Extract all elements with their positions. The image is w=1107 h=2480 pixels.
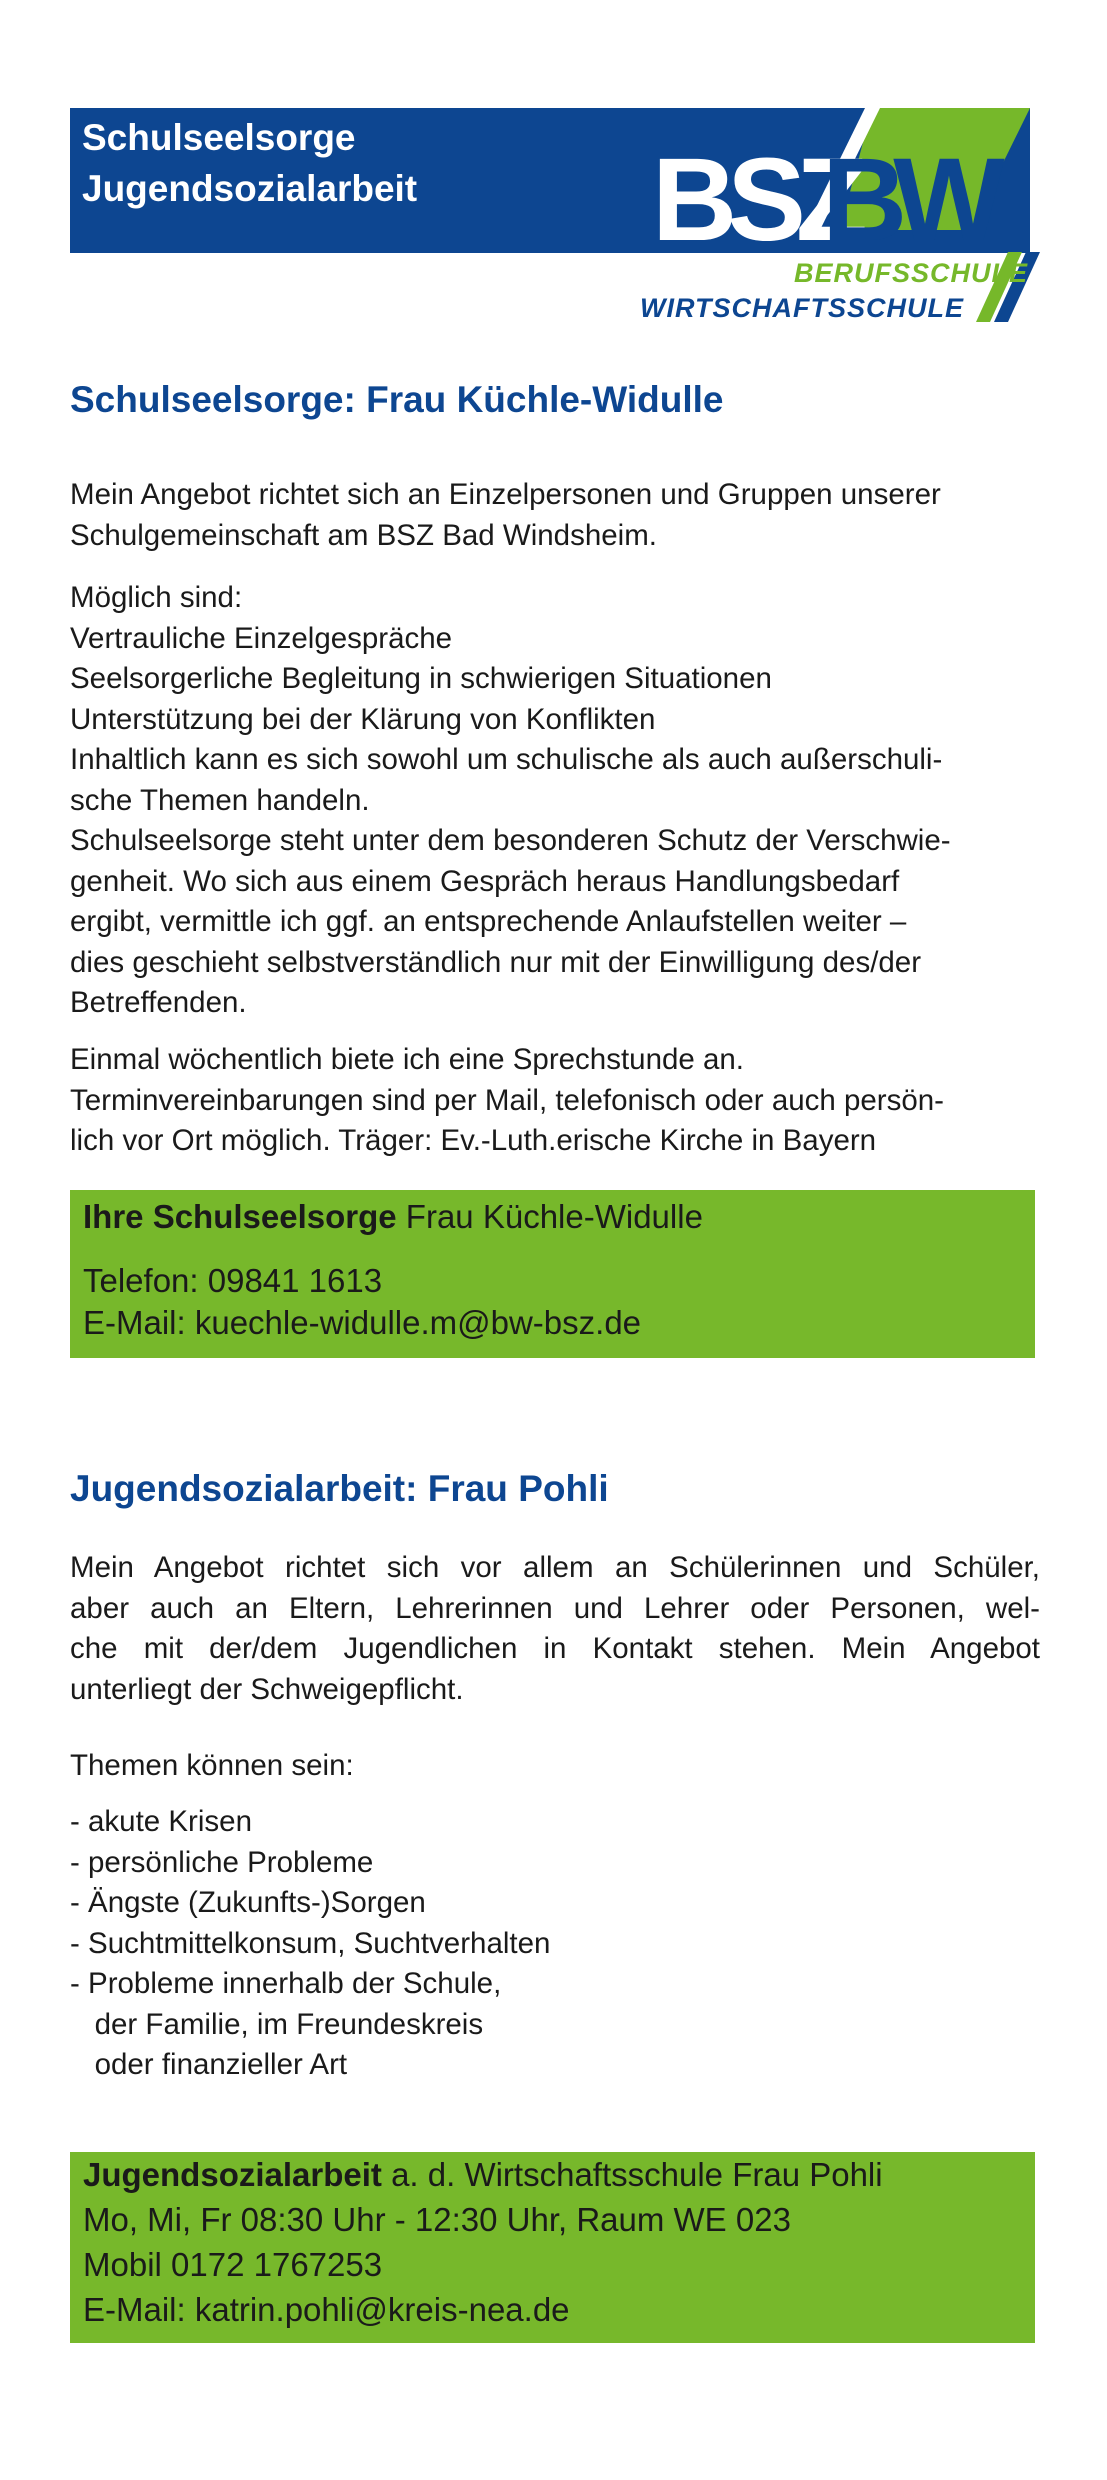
- jugend-topics-list: [70, 1802, 1040, 2086]
- seelsorge-contact-box: [70, 1190, 1035, 1358]
- list-item: - Ängste (Zukunfts-)Sorgen: [70, 1886, 426, 1919]
- contact-label-bold: Jugendsozialarbeit: [83, 2156, 382, 2193]
- seelsorge-intro: [70, 475, 1040, 556]
- text-line: sche Themen handeln.: [70, 783, 370, 817]
- text-line: Inhaltlich kann es sich sowohl um schulische als auch außerschuli-: [70, 743, 943, 776]
- text-line: Mein Angebot richtet sich vor allem an Schülerinnen und Schüler,: [70, 1551, 1040, 1584]
- seelsorge-email: E-Mail: kuechle-widulle.m@bw-bsz.de: [83, 1304, 642, 1341]
- logo-line-berufsschule: BERUFSSCHULE: [794, 258, 1029, 288]
- jugend-topics-label: [70, 1746, 1040, 1787]
- contact-label-bold: Ihre Schulseelsorge: [83, 1198, 397, 1235]
- list-item: oder finanzieller Art: [70, 2048, 348, 2081]
- text-line: genheit. Wo sich aus einem Gespräch heraus Handlungsbedarf: [70, 864, 900, 898]
- jugend-hours: Mo, Mi, Fr 08:30 Uhr - 12:30 Uhr, Raum WE 023: [83, 2201, 791, 2238]
- jugend-intro: [70, 1548, 1040, 1710]
- text-line: Seelsorgerliche Begleitung in schwierigen Situationen: [70, 662, 772, 695]
- jugend-contact-box: [70, 2152, 1035, 2343]
- list-item: - Probleme innerhalb der Schule,: [70, 1967, 502, 2000]
- text-line: Terminvereinbarungen sind per Mail, telefonisch oder auch persön-: [70, 1083, 945, 1117]
- seelsorge-office-hours: [70, 1040, 1040, 1162]
- list-item: - Suchtmittelkonsum, Suchtverhalten: [70, 1926, 551, 1960]
- list-item: - akute Krisen: [70, 1805, 252, 1838]
- logo-bsz-text: BSZ: [652, 134, 858, 266]
- text-line: Schulgemeinschaft am BSZ Bad Windsheim.: [70, 518, 657, 552]
- text-line: Einmal wöchentlich biete ich eine Sprechstunde an.: [70, 1043, 744, 1076]
- list-item: der Familie, im Freundeskreis: [70, 2007, 484, 2041]
- jugend-email: E-Mail: katrin.pohli@kreis-nea.de: [83, 2291, 570, 2328]
- seelsorge-heading: Schulseelsorge: Frau Küchle-Widulle: [70, 379, 724, 420]
- text-line: aber auch an Eltern, Lehrerinnen und Lehrer oder Personen, wel-: [70, 1591, 1040, 1625]
- text-line: Unterstützung bei der Klärung von Konflikten: [70, 702, 656, 736]
- text-line: dies geschieht selbstverständlich nur mit der Einwilligung des/der: [70, 945, 922, 979]
- seelsorge-body: [70, 578, 1040, 1024]
- header-title-line1: Schulseelsorge: [82, 117, 356, 158]
- header-title: [82, 112, 417, 214]
- text-line: Betreffenden.: [70, 986, 247, 1019]
- text-line: che mit der/dem Jugendlichen in Kontakt stehen. Mein Angebot: [70, 1632, 1040, 1665]
- logo-line-wirtschaftsschule: WIRTSCHAFTSSCHULE: [640, 293, 964, 323]
- contact-label-name: Frau Küchle-Widulle: [396, 1198, 703, 1235]
- text-line: ergibt, vermittle ich ggf. an entsprechende Anlaufstellen weiter –: [70, 905, 907, 938]
- text-line: unterliegt der Schweigepflicht.: [70, 1672, 464, 1706]
- logo-bw-text: BW: [822, 134, 991, 266]
- jugend-heading: Jugendsozialarbeit: Frau Pohli: [70, 1468, 609, 1509]
- text-line: lich vor Ort möglich. Träger: Ev.-Luth.erische Kirche in Bayern: [70, 1124, 877, 1157]
- text-line: Vertrauliche Einzelgespräche: [70, 621, 453, 655]
- text-line: Schulseelsorge steht unter dem besonderen Schutz der Verschwie-: [70, 824, 951, 857]
- text-line: Themen können sein:: [70, 1749, 354, 1782]
- seelsorge-phone: Telefon: 09841 1613: [83, 1262, 383, 1299]
- header-title-line2: Jugendsozialarbeit: [82, 168, 418, 209]
- jugend-contact-title: [83, 2156, 883, 2194]
- jugend-mobile: Mobil 0172 1767253: [83, 2246, 383, 2283]
- text-line: Mein Angebot richtet sich an Einzelpersonen und Gruppen unserer: [70, 478, 941, 511]
- bszbw-logo: [640, 100, 1050, 330]
- contact-label-name: a. d. Wirtschaftsschule Frau Pohli: [381, 2156, 883, 2193]
- seelsorge-contact-title: [83, 1198, 703, 1236]
- text-line: Möglich sind:: [70, 581, 243, 614]
- list-item: - persönliche Probleme: [70, 1845, 374, 1879]
